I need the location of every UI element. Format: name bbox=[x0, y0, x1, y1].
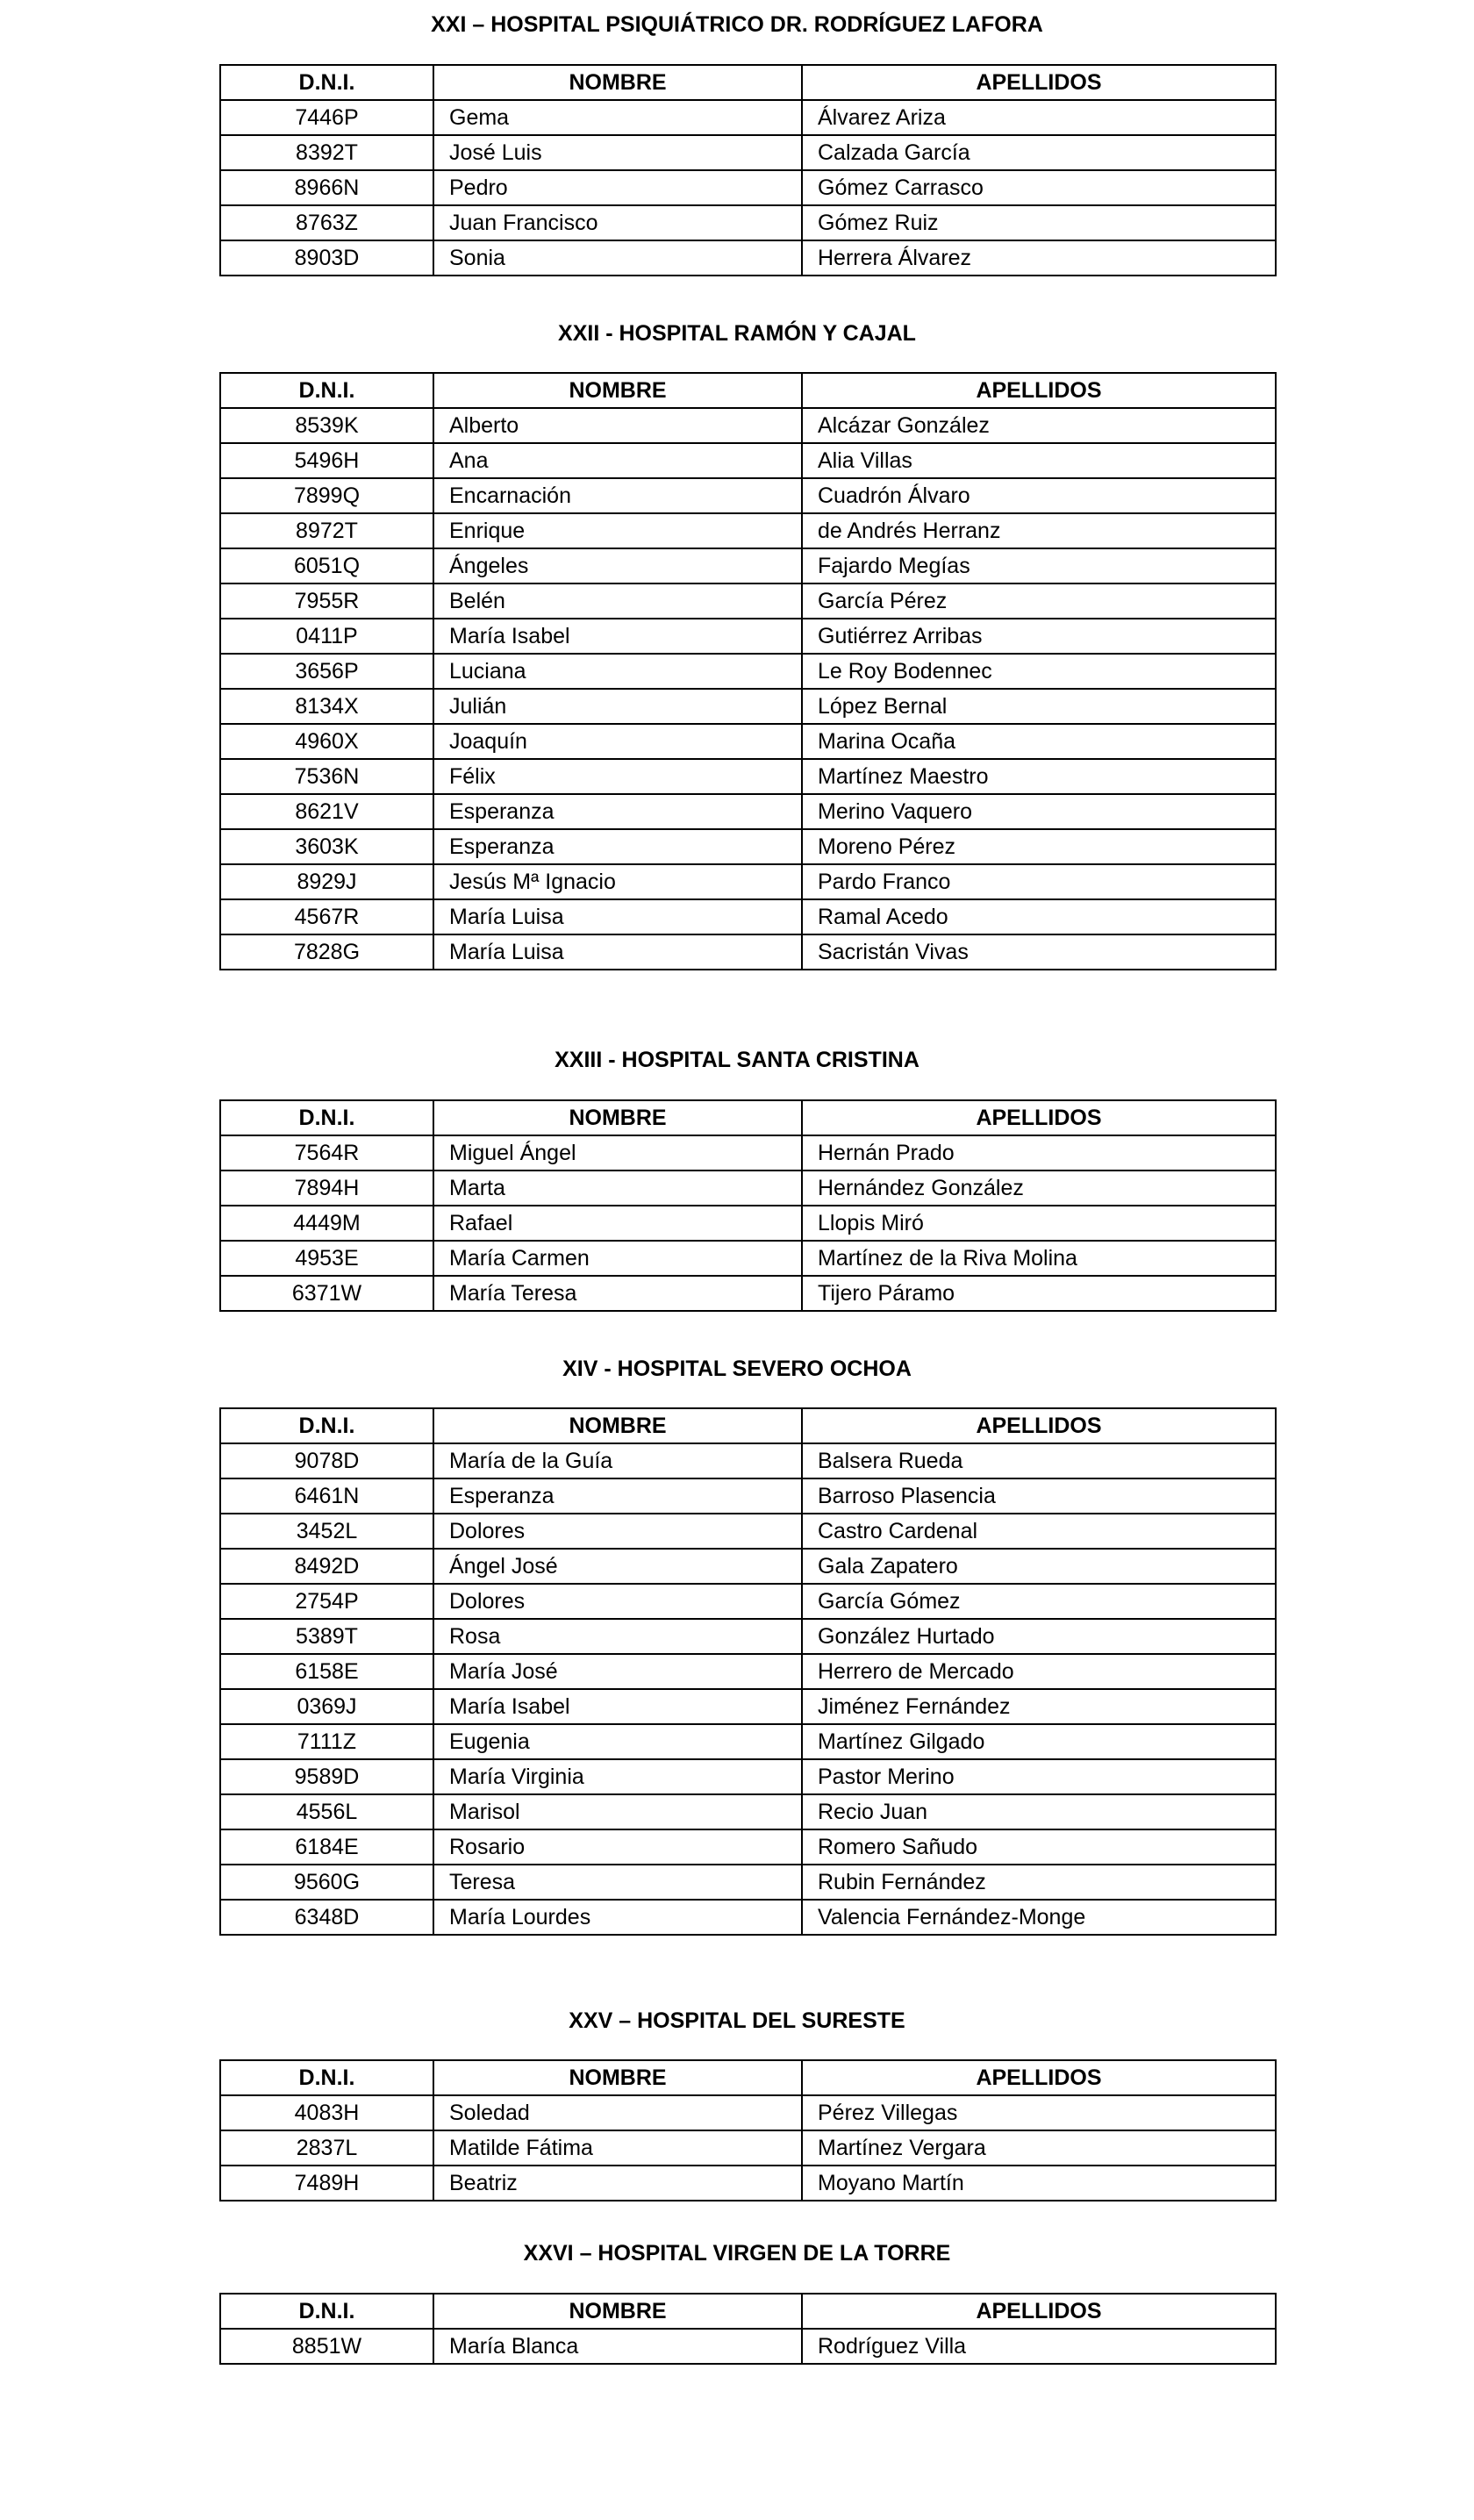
apellidos-cell: Pérez Villegas bbox=[802, 2095, 1276, 2130]
roster-table bbox=[219, 1099, 1277, 1312]
header-dni: D.N.I. bbox=[220, 1100, 433, 1135]
nombre-cell: Marisol bbox=[433, 1794, 802, 1829]
dni-cell: 5496H bbox=[220, 443, 433, 478]
nombre-cell: Sonia bbox=[433, 240, 802, 276]
apellidos-cell: Sacristán Vivas bbox=[802, 934, 1276, 970]
apellidos-cell: Herrera Álvarez bbox=[802, 240, 1276, 276]
apellidos-cell: Herrero de Mercado bbox=[802, 1654, 1276, 1689]
nombre-cell: María Lourdes bbox=[433, 1900, 802, 1935]
nombre-cell: Dolores bbox=[433, 1584, 802, 1619]
table-row bbox=[220, 2166, 1276, 2201]
nombre-cell: Marta bbox=[433, 1171, 802, 1206]
apellidos-cell: Martínez de la Riva Molina bbox=[802, 1241, 1276, 1276]
section-title: XXIII - HOSPITAL SANTA CRISTINA bbox=[555, 1048, 919, 1072]
dni-cell: 7446P bbox=[220, 100, 433, 135]
header-nombre: NOMBRE bbox=[433, 2294, 802, 2329]
dni-cell: 3452L bbox=[220, 1514, 433, 1549]
dni-cell: 6461N bbox=[220, 1478, 433, 1514]
roster-table bbox=[219, 1407, 1277, 1936]
table-row bbox=[220, 1865, 1276, 1900]
dni-cell: 7564R bbox=[220, 1135, 433, 1171]
table-header-row bbox=[220, 2060, 1276, 2095]
header-apellidos: APELLIDOS bbox=[802, 65, 1276, 100]
table-row bbox=[220, 2095, 1276, 2130]
apellidos-cell: Recio Juan bbox=[802, 1794, 1276, 1829]
apellidos-cell: Martínez Gilgado bbox=[802, 1724, 1276, 1759]
apellidos-cell: Merino Vaquero bbox=[802, 794, 1276, 829]
table-row bbox=[220, 689, 1276, 724]
table-row bbox=[220, 135, 1276, 170]
dni-cell: 4083H bbox=[220, 2095, 433, 2130]
header-nombre: NOMBRE bbox=[433, 2060, 802, 2095]
dni-cell: 6348D bbox=[220, 1900, 433, 1935]
header-nombre: NOMBRE bbox=[433, 1100, 802, 1135]
table-row bbox=[220, 1654, 1276, 1689]
apellidos-cell: Martínez Maestro bbox=[802, 759, 1276, 794]
header-dni: D.N.I. bbox=[220, 1408, 433, 1443]
table-header-row bbox=[220, 65, 1276, 100]
header-apellidos: APELLIDOS bbox=[802, 373, 1276, 408]
dni-cell: 2754P bbox=[220, 1584, 433, 1619]
section-title: XXVI – HOSPITAL VIRGEN DE LA TORRE bbox=[523, 2241, 951, 2266]
header-nombre: NOMBRE bbox=[433, 373, 802, 408]
dni-cell: 3656P bbox=[220, 654, 433, 689]
apellidos-cell: Gala Zapatero bbox=[802, 1549, 1276, 1584]
apellidos-cell: Hernández González bbox=[802, 1171, 1276, 1206]
nombre-cell: María Teresa bbox=[433, 1276, 802, 1311]
nombre-cell: María Luisa bbox=[433, 934, 802, 970]
apellidos-cell: Alia Villas bbox=[802, 443, 1276, 478]
table-row bbox=[220, 478, 1276, 513]
dni-cell: 4960X bbox=[220, 724, 433, 759]
table-row bbox=[220, 1478, 1276, 1514]
apellidos-cell: Rubin Fernández bbox=[802, 1865, 1276, 1900]
apellidos-cell: Gómez Ruiz bbox=[802, 205, 1276, 240]
nombre-cell: Juan Francisco bbox=[433, 205, 802, 240]
table-row bbox=[220, 759, 1276, 794]
nombre-cell: José Luis bbox=[433, 135, 802, 170]
table-row bbox=[220, 1619, 1276, 1654]
apellidos-cell: López Bernal bbox=[802, 689, 1276, 724]
apellidos-cell: Moyano Martín bbox=[802, 2166, 1276, 2201]
dni-cell: 8392T bbox=[220, 135, 433, 170]
section-title: XIV - HOSPITAL SEVERO OCHOA bbox=[562, 1357, 912, 1381]
header-dni: D.N.I. bbox=[220, 373, 433, 408]
table-row bbox=[220, 1900, 1276, 1935]
dni-cell: 8134X bbox=[220, 689, 433, 724]
table-row bbox=[220, 829, 1276, 864]
nombre-cell: Esperanza bbox=[433, 794, 802, 829]
apellidos-cell: Romero Sañudo bbox=[802, 1829, 1276, 1865]
apellidos-cell: Balsera Rueda bbox=[802, 1443, 1276, 1478]
nombre-cell: Soledad bbox=[433, 2095, 802, 2130]
table-row bbox=[220, 1443, 1276, 1478]
table-row bbox=[220, 205, 1276, 240]
nombre-cell: Miguel Ángel bbox=[433, 1135, 802, 1171]
apellidos-cell: Calzada García bbox=[802, 135, 1276, 170]
dni-cell: 7111Z bbox=[220, 1724, 433, 1759]
nombre-cell: Rosario bbox=[433, 1829, 802, 1865]
table-row bbox=[220, 1724, 1276, 1759]
nombre-cell: Alberto bbox=[433, 408, 802, 443]
nombre-cell: Rosa bbox=[433, 1619, 802, 1654]
nombre-cell: Belén bbox=[433, 583, 802, 619]
apellidos-cell: Alcázar González bbox=[802, 408, 1276, 443]
table-row bbox=[220, 548, 1276, 583]
dni-cell: 4449M bbox=[220, 1206, 433, 1241]
apellidos-cell: Álvarez Ariza bbox=[802, 100, 1276, 135]
apellidos-cell: Ramal Acedo bbox=[802, 899, 1276, 934]
header-apellidos: APELLIDOS bbox=[802, 2060, 1276, 2095]
nombre-cell: María Virginia bbox=[433, 1759, 802, 1794]
table-row bbox=[220, 1241, 1276, 1276]
roster-table bbox=[219, 2293, 1277, 2365]
nombre-cell: Teresa bbox=[433, 1865, 802, 1900]
dni-cell: 9560G bbox=[220, 1865, 433, 1900]
apellidos-cell: Tijero Páramo bbox=[802, 1276, 1276, 1311]
table-row bbox=[220, 1759, 1276, 1794]
table-row bbox=[220, 170, 1276, 205]
nombre-cell: Enrique bbox=[433, 513, 802, 548]
nombre-cell: María de la Guía bbox=[433, 1443, 802, 1478]
dni-cell: 4953E bbox=[220, 1241, 433, 1276]
table-row bbox=[220, 794, 1276, 829]
apellidos-cell: Valencia Fernández-Monge bbox=[802, 1900, 1276, 1935]
table-row bbox=[220, 1514, 1276, 1549]
nombre-cell: Pedro bbox=[433, 170, 802, 205]
table-row bbox=[220, 2130, 1276, 2166]
dni-cell: 8903D bbox=[220, 240, 433, 276]
apellidos-cell: Gómez Carrasco bbox=[802, 170, 1276, 205]
table-row bbox=[220, 899, 1276, 934]
nombre-cell: María Blanca bbox=[433, 2329, 802, 2364]
dni-cell: 7536N bbox=[220, 759, 433, 794]
nombre-cell: María Carmen bbox=[433, 1241, 802, 1276]
section-title: XXI – HOSPITAL PSIQUIÁTRICO DR. RODRÍGUEZ LAFORA bbox=[431, 12, 1043, 37]
nombre-cell: María Luisa bbox=[433, 899, 802, 934]
dni-cell: 4556L bbox=[220, 1794, 433, 1829]
dni-cell: 8929J bbox=[220, 864, 433, 899]
nombre-cell: Ana bbox=[433, 443, 802, 478]
dni-cell: 6158E bbox=[220, 1654, 433, 1689]
nombre-cell: Gema bbox=[433, 100, 802, 135]
header-dni: D.N.I. bbox=[220, 2294, 433, 2329]
nombre-cell: Ángel José bbox=[433, 1549, 802, 1584]
dni-cell: 4567R bbox=[220, 899, 433, 934]
nombre-cell: Jesús Mª Ignacio bbox=[433, 864, 802, 899]
header-apellidos: APELLIDOS bbox=[802, 2294, 1276, 2329]
roster-table bbox=[219, 64, 1277, 276]
roster-table bbox=[219, 372, 1277, 970]
dni-cell: 8621V bbox=[220, 794, 433, 829]
nombre-cell: Félix bbox=[433, 759, 802, 794]
table-row bbox=[220, 513, 1276, 548]
apellidos-cell: Pastor Merino bbox=[802, 1759, 1276, 1794]
table-row bbox=[220, 240, 1276, 276]
apellidos-cell: Martínez Vergara bbox=[802, 2130, 1276, 2166]
table-row bbox=[220, 100, 1276, 135]
table-header-row bbox=[220, 373, 1276, 408]
dni-cell: 7899Q bbox=[220, 478, 433, 513]
apellidos-cell: Hernán Prado bbox=[802, 1135, 1276, 1171]
dni-cell: 9589D bbox=[220, 1759, 433, 1794]
apellidos-cell: González Hurtado bbox=[802, 1619, 1276, 1654]
dni-cell: 7894H bbox=[220, 1171, 433, 1206]
nombre-cell: Eugenia bbox=[433, 1724, 802, 1759]
nombre-cell: Joaquín bbox=[433, 724, 802, 759]
table-row bbox=[220, 1206, 1276, 1241]
dni-cell: 7955R bbox=[220, 583, 433, 619]
table-row bbox=[220, 2329, 1276, 2364]
section-title: XXII - HOSPITAL RAMÓN Y CAJAL bbox=[558, 321, 916, 346]
nombre-cell: Julián bbox=[433, 689, 802, 724]
dni-cell: 9078D bbox=[220, 1443, 433, 1478]
header-nombre: NOMBRE bbox=[433, 1408, 802, 1443]
table-row bbox=[220, 654, 1276, 689]
apellidos-cell: Gutiérrez Arribas bbox=[802, 619, 1276, 654]
apellidos-cell: Marina Ocaña bbox=[802, 724, 1276, 759]
dni-cell: 0411P bbox=[220, 619, 433, 654]
dni-cell: 2837L bbox=[220, 2130, 433, 2166]
table-row bbox=[220, 724, 1276, 759]
apellidos-cell: García Gómez bbox=[802, 1584, 1276, 1619]
nombre-cell: María Isabel bbox=[433, 619, 802, 654]
dni-cell: 6051Q bbox=[220, 548, 433, 583]
nombre-cell: Esperanza bbox=[433, 829, 802, 864]
apellidos-cell: García Pérez bbox=[802, 583, 1276, 619]
apellidos-cell: Pardo Franco bbox=[802, 864, 1276, 899]
table-row bbox=[220, 443, 1276, 478]
apellidos-cell: Cuadrón Álvaro bbox=[802, 478, 1276, 513]
table-row bbox=[220, 1584, 1276, 1619]
table-row bbox=[220, 864, 1276, 899]
dni-cell: 8851W bbox=[220, 2329, 433, 2364]
nombre-cell: Esperanza bbox=[433, 1478, 802, 1514]
nombre-cell: Encarnación bbox=[433, 478, 802, 513]
table-row bbox=[220, 1276, 1276, 1311]
table-row bbox=[220, 583, 1276, 619]
table-row bbox=[220, 1829, 1276, 1865]
apellidos-cell: Rodríguez Villa bbox=[802, 2329, 1276, 2364]
apellidos-cell: Moreno Pérez bbox=[802, 829, 1276, 864]
nombre-cell: Luciana bbox=[433, 654, 802, 689]
dni-cell: 7828G bbox=[220, 934, 433, 970]
dni-cell: 8492D bbox=[220, 1549, 433, 1584]
table-header-row bbox=[220, 1408, 1276, 1443]
header-apellidos: APELLIDOS bbox=[802, 1408, 1276, 1443]
apellidos-cell: Llopis Miró bbox=[802, 1206, 1276, 1241]
apellidos-cell: Barroso Plasencia bbox=[802, 1478, 1276, 1514]
table-row bbox=[220, 1171, 1276, 1206]
table-row bbox=[220, 619, 1276, 654]
header-dni: D.N.I. bbox=[220, 65, 433, 100]
apellidos-cell: Jiménez Fernández bbox=[802, 1689, 1276, 1724]
table-row bbox=[220, 1689, 1276, 1724]
dni-cell: 8763Z bbox=[220, 205, 433, 240]
nombre-cell: Ángeles bbox=[433, 548, 802, 583]
dni-cell: 5389T bbox=[220, 1619, 433, 1654]
dni-cell: 8966N bbox=[220, 170, 433, 205]
header-apellidos: APELLIDOS bbox=[802, 1100, 1276, 1135]
nombre-cell: Beatriz bbox=[433, 2166, 802, 2201]
table-row bbox=[220, 1794, 1276, 1829]
nombre-cell: María José bbox=[433, 1654, 802, 1689]
dni-cell: 3603K bbox=[220, 829, 433, 864]
dni-cell: 8539K bbox=[220, 408, 433, 443]
table-header-row bbox=[220, 1100, 1276, 1135]
table-header-row bbox=[220, 2294, 1276, 2329]
table-row bbox=[220, 1549, 1276, 1584]
dni-cell: 6184E bbox=[220, 1829, 433, 1865]
apellidos-cell: Castro Cardenal bbox=[802, 1514, 1276, 1549]
dni-cell: 8972T bbox=[220, 513, 433, 548]
nombre-cell: Dolores bbox=[433, 1514, 802, 1549]
apellidos-cell: de Andrés Herranz bbox=[802, 513, 1276, 548]
section-title: XXV – HOSPITAL DEL SURESTE bbox=[569, 2008, 905, 2033]
apellidos-cell: Fajardo Megías bbox=[802, 548, 1276, 583]
dni-cell: 0369J bbox=[220, 1689, 433, 1724]
nombre-cell: Rafael bbox=[433, 1206, 802, 1241]
table-row bbox=[220, 408, 1276, 443]
table-row bbox=[220, 1135, 1276, 1171]
header-dni: D.N.I. bbox=[220, 2060, 433, 2095]
nombre-cell: Matilde Fátima bbox=[433, 2130, 802, 2166]
apellidos-cell: Le Roy Bodennec bbox=[802, 654, 1276, 689]
nombre-cell: María Isabel bbox=[433, 1689, 802, 1724]
header-nombre: NOMBRE bbox=[433, 65, 802, 100]
table-row bbox=[220, 934, 1276, 970]
dni-cell: 7489H bbox=[220, 2166, 433, 2201]
roster-table bbox=[219, 2059, 1277, 2201]
dni-cell: 6371W bbox=[220, 1276, 433, 1311]
